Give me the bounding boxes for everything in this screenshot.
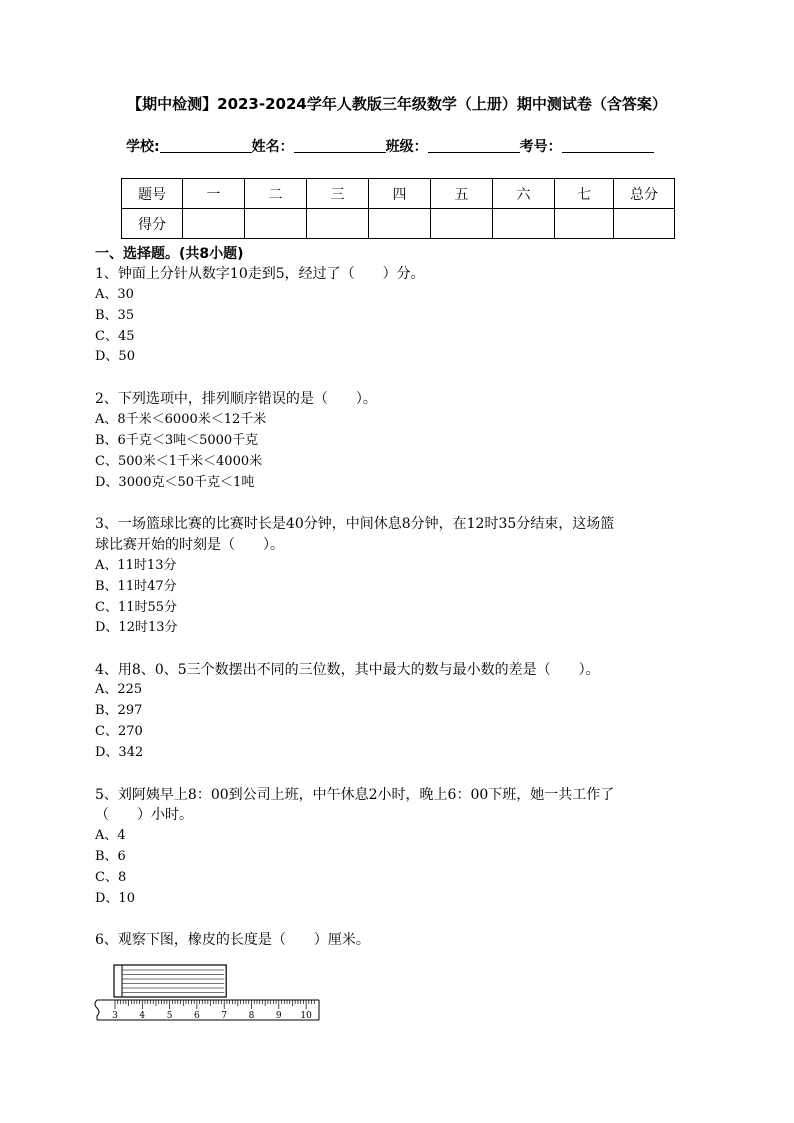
question-3-option-c: C、11时55分 <box>95 600 178 615</box>
score-header-cell: 七 <box>555 179 614 209</box>
score-header-cell: 三 <box>307 179 369 209</box>
question-1-option-d: D、50 <box>95 349 135 364</box>
name-label: 姓名： <box>251 139 294 155</box>
question-2-stem: 2、下列选项中，排列顺序错误的是（ ）。 <box>95 391 377 407</box>
score-header-cell: 题号 <box>122 179 183 209</box>
score-header-cell: 二 <box>245 179 307 209</box>
class-blank <box>428 138 520 153</box>
ruler-tick-label: 10 <box>300 1011 312 1021</box>
question-4-option-a: A、225 <box>95 682 143 697</box>
score-cell[interactable] <box>369 209 431 239</box>
score-row-label: 得分 <box>122 209 183 239</box>
question-5-option-d: D、10 <box>95 891 135 906</box>
question-3-stem: 3、一场篮球比赛的比赛时长是40分钟，中间休息8分钟，在12时35分结束，这场篮 <box>95 516 615 532</box>
question-3-option-b: B、11时47分 <box>95 579 177 594</box>
eraser-ruler-figure <box>93 963 323 1025</box>
question-1-option-b: B、35 <box>95 308 135 323</box>
name-blank <box>294 138 386 153</box>
question-5-stem: 5、刘阿姨早上8：00到公司上班，中午休息2小时，晚上6：00下班，她一共工作了 <box>95 787 615 803</box>
question-4-stem: 4、用8、0、5三个数摆出不同的三位数，其中最大的数与最小数的差是（ ）。 <box>95 662 600 678</box>
question-3-stem-continued: 球比赛开始的时刻是（ ）。 <box>95 537 284 553</box>
class-label: 班级： <box>385 139 428 155</box>
score-header-cell: 六 <box>493 179 555 209</box>
question-5-stem-continued: （ ）小时。 <box>95 807 193 823</box>
score-table-score-row <box>122 209 675 239</box>
score-table-header-row <box>122 179 675 209</box>
ruler-tick-label: 3 <box>112 1011 118 1021</box>
score-cell[interactable] <box>245 209 307 239</box>
score-cell[interactable] <box>183 209 245 239</box>
ruler-tick-label: 9 <box>275 1011 282 1021</box>
question-5-option-b: B、6 <box>95 849 126 864</box>
score-cell[interactable] <box>555 209 614 239</box>
score-cell[interactable] <box>614 209 675 239</box>
page-title: 【期中检测】2023-2024学年人教版三年级数学（上册）期中测试卷（含答案） <box>127 95 667 113</box>
question-3-option-d: D、12时13分 <box>95 620 178 635</box>
score-cell[interactable] <box>307 209 369 239</box>
eraser-image <box>114 965 226 997</box>
question-6-stem: 6、观察下图，橡皮的长度是（ ）厘米。 <box>95 932 370 948</box>
ruler-tick-label: 6 <box>194 1011 200 1021</box>
question-1-option-a: A、30 <box>95 287 134 302</box>
question-2-option-a: A、8千米＜6000米＜12千米 <box>95 412 267 427</box>
score-cell[interactable] <box>431 209 493 239</box>
question-4-option-d: D、342 <box>95 745 144 760</box>
question-2-option-d: D、3000克＜50千克＜1吨 <box>95 475 255 490</box>
question-4-option-c: C、270 <box>95 724 143 739</box>
score-header-cell: 五 <box>431 179 493 209</box>
school-blank <box>160 138 252 153</box>
question-1-stem: 1、钟面上分针从数字10走到5，经过了（ ）分。 <box>95 266 425 282</box>
score-header-cell: 总分 <box>614 179 675 209</box>
ruler-tick-label: 8 <box>248 1011 255 1021</box>
exam-no-label: 考号： <box>519 139 562 155</box>
question-2-option-c: C、500米＜1千米＜4000米 <box>95 454 263 469</box>
ruler-tick-label: 4 <box>139 1011 146 1021</box>
question-1-option-c: C、45 <box>95 329 135 344</box>
question-3-option-a: A、11时13分 <box>95 558 177 573</box>
student-info-line <box>126 136 654 156</box>
question-5-option-a: A、4 <box>95 828 126 843</box>
ruler-image <box>95 1000 319 1021</box>
score-header-cell: 一 <box>183 179 245 209</box>
section-heading: 一、选择题。(共8小题) <box>95 246 244 262</box>
question-4-option-b: B、297 <box>95 703 143 718</box>
question-5-option-c: C、8 <box>95 870 127 885</box>
school-label: 学校: <box>126 139 160 155</box>
ruler-tick-label: 7 <box>221 1011 228 1021</box>
question-2-option-b: B、6千克＜3吨＜5000千克 <box>95 433 259 448</box>
score-table <box>121 178 675 239</box>
exam-no-blank <box>562 138 654 153</box>
score-header-cell: 四 <box>369 179 431 209</box>
ruler-tick-label: 5 <box>166 1011 173 1021</box>
score-cell[interactable] <box>493 209 555 239</box>
